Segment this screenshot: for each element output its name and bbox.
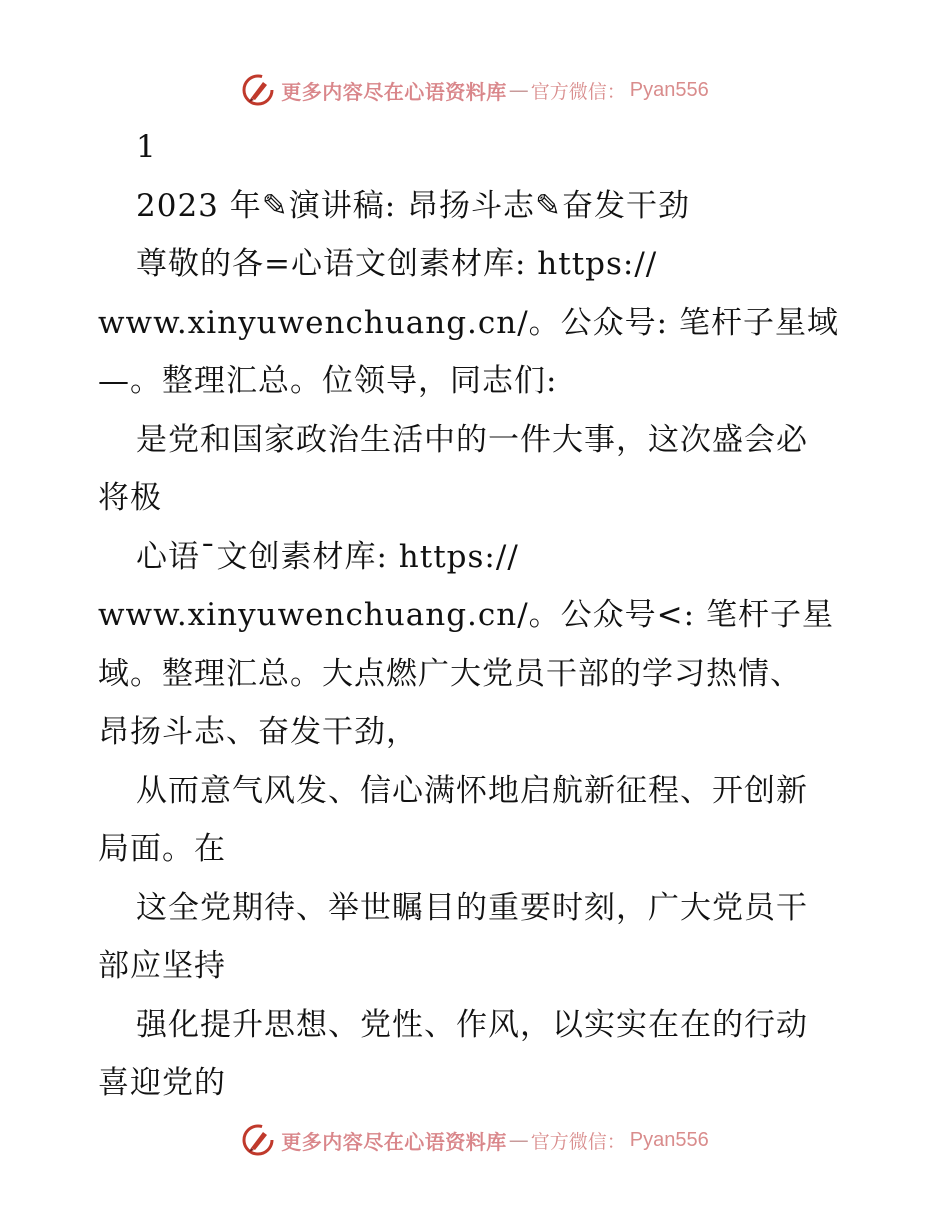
text-line: 心语¯文创素材库: https:// [136, 538, 519, 575]
watermark-text: 更多内容尽在心语资料库 [281, 1129, 507, 1154]
text-line: 是党和国家政治生活中的一件大事，这次盛会必 [136, 421, 808, 458]
watermark-wechat-label: 官方微信： [530, 80, 626, 103]
text-line: 局面。在 [98, 831, 226, 867]
watermark-wechat-id: Pyan556 [629, 78, 709, 101]
text-line: 喜迎党的 [98, 1065, 226, 1101]
watermark-separator: — [508, 78, 529, 102]
text-line: 将极 [98, 480, 162, 516]
watermark-wechat-label: 官方微信： [530, 1130, 626, 1153]
text-line: 域。整理汇总。大点燃广大党员干部的学习热情、 [98, 655, 802, 692]
text-line: 昂扬斗志、奋发干劲， [98, 714, 418, 750]
document-body [98, 118, 858, 1113]
watermark-text: 更多内容尽在心语资料库 [281, 79, 507, 104]
watermark-banner-top [0, 70, 950, 110]
text-line: www.xinyuwenchuang.cn/。公众号: 笔杆子星域 [98, 304, 839, 341]
text-line: www.xinyuwenchuang.cn/。公众号<: 笔杆子星 [98, 597, 834, 633]
watermark-wechat-id: Pyan556 [629, 1128, 709, 1151]
text-line: —。整理汇总。位领导，同志们: [98, 363, 558, 399]
pen-logo-icon [241, 73, 275, 107]
text-line: 部应坚持 [98, 948, 226, 984]
pen-logo-icon [241, 1123, 275, 1157]
watermark-banner-bottom [0, 1120, 950, 1160]
text-line: 强化提升思想、党性、作风，以实实在在的行动 [136, 1006, 808, 1043]
document-title: 2023 年✎演讲稿: 昂扬斗志✎奋发干劲 [136, 187, 690, 224]
watermark-separator: — [508, 1128, 529, 1152]
text-line: 这全党期待、举世瞩目的重要时刻，广大党员干 [136, 889, 808, 926]
page-number: 1 [136, 129, 157, 165]
text-line: 尊敬的各=心语文创素材库: https:// [136, 246, 658, 282]
text-line: 从而意气风发、信心满怀地启航新征程、开创新 [136, 772, 808, 809]
